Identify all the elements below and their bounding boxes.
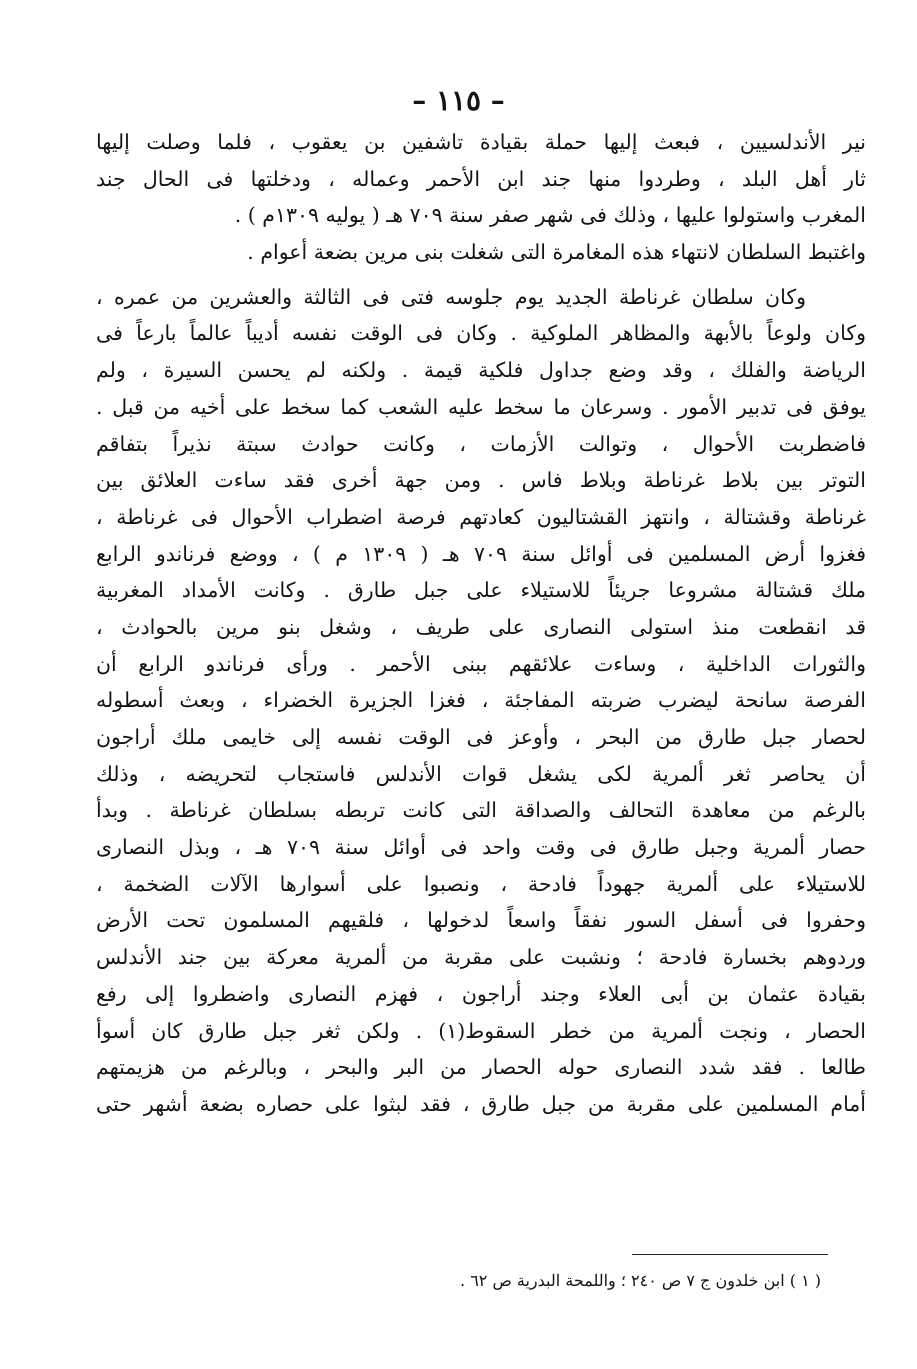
text-line: غرناطة وقشتالة ، وانتهز القشتاليون كعادتهم فرصة اضطراب الأحوال فى غرناطة ، [96, 504, 866, 529]
text-line: المغرب واستولوا عليها ، وذلك فى شهر صفر سنة ٧٠٩ هـ ( يوليه ١٣٠٩م ) . [234, 203, 866, 228]
text-line: طالعا . فقد شدد النصارى حوله الحصار من البر والبحر ، وبالرغم من هزيمتهم [96, 1055, 866, 1080]
paragraph-2 [96, 279, 866, 1123]
text-line: نير الأندلسيين ، فبعث إليها حملة بقيادة تاشفين بن يعقوب ، فلما وصلت إليها [96, 130, 866, 154]
text-line: الفرصة سانحة ليضرب ضربته المفاجئة ، فغزا الجزيرة الخضراء ، وبعث أسطوله [96, 688, 866, 713]
text-line: قد انقطعت منذ استولى النصارى على طريف ، وشغل بنو مرين بالحوادث ، [96, 614, 866, 639]
text-line: أن يحاصر ثغر ألمرية لكى يشغل قوات الأندلس فاستجاب لتحريضه ، وذلك [96, 761, 866, 786]
text-line: أمام المسلمين على مقربة من جبل طارق ، فقد لبثوا على حصاره بضعة أشهر حتى [96, 1091, 866, 1116]
text-line: وحفروا فى أسفل السور نفقاً واسعاً لدخولها ، فلقيهم المسلمون تحت الأرض [96, 908, 866, 933]
footnote-divider [632, 1254, 828, 1255]
text-line: وردوهم بخسارة فادحة ؛ ونشبت على مقربة من ألمرية معركة بين جند الأندلس [96, 945, 866, 970]
footnote: ( ١ ) ابن خلدون ج ٧ ص ٢٤٠ ؛ واللمحة البدرية ص ٦٢ . [460, 1271, 821, 1290]
text-line: التوتر بين بلاط غرناطة وبلاط فاس . ومن جهة أخرى فقد ساءت العلائق بين [96, 468, 866, 493]
text-line: يوفق فى تدبير الأمور . وسرعان ما سخط عليه الشعب كما سخط على أخيه من قبل . [96, 394, 866, 419]
text-line: بقيادة عثمان بن أبى العلاء وجند أراجون ، فهزم النصارى واضطروا إلى رفع [96, 981, 866, 1006]
text-line: ملك قشتالة مشروعا جريئاً للاستيلاء على جبل طارق . وكانت الأمداد المغربية [96, 578, 866, 603]
text-line: واغتبط السلطان لانتهاء هذه المغامرة التى شغلت بنى مرين بضعة أعوام . [247, 240, 866, 265]
text-line: وكان ولوعاً بالأبهة والمظاهر الملوكية . وكان فى الوقت نفسه أديباً عالماً بارعاً فى [96, 321, 866, 346]
body-text [96, 124, 866, 1123]
text-line: فغزوا أرض المسلمين فى أوائل سنة ٧٠٩ هـ ( ١٣٠٩ م ) ، ووضع فرناندو الرابع [96, 541, 866, 566]
text-line: حصار ألمرية وجبل طارق فى وقت واحد فى أوائل سنة ٧٠٩ هـ ، وبذل النصارى [96, 835, 866, 860]
text-line: لحصار جبل طارق من البحر ، وأوعز فى الوقت نفسه إلى خايمى ملك أراجون [96, 725, 866, 749]
text-line: وكان سلطان غرناطة الجديد يوم جلوسه فتى فى الثالثة والعشرين من عمره ، [96, 284, 806, 309]
text-line: للاستيلاء على ألمرية جهوداً فادحة ، ونصبوا على أسوارها الآلات الضخمة ، [96, 871, 866, 896]
page-number: – ١١٥ – [412, 84, 505, 117]
text-line: فاضطربت الأحوال ، وتوالت الأزمات ، وكانت حوادث سبتة نذيراً بتفاقم [96, 431, 866, 456]
text-line: ثار أهل البلد ، وطردوا منها جند ابن الأحمر وعماله ، ودخلتها فى الحال جند [96, 166, 866, 191]
text-line: الرياضة والفلك ، وقد وضع جداول فلكية قيمة . ولكنه لم يحسن السيرة ، ولم [96, 358, 866, 383]
text-line: والثورات الداخلية ، وساءت علائقهم ببنى الأحمر . ورأى فرناندو الرابع أن [96, 651, 866, 676]
text-line: الحصار ، ونجت ألمرية من خطر السقوط(١) . ولكن ثغر جبل طارق كان أسوأ [96, 1018, 866, 1043]
paragraph-1 [96, 124, 866, 271]
text-line: بالرغم من معاهدة التحالف والصداقة التى كانت تربطه بسلطان غرناطة . وبدأ [96, 798, 866, 823]
